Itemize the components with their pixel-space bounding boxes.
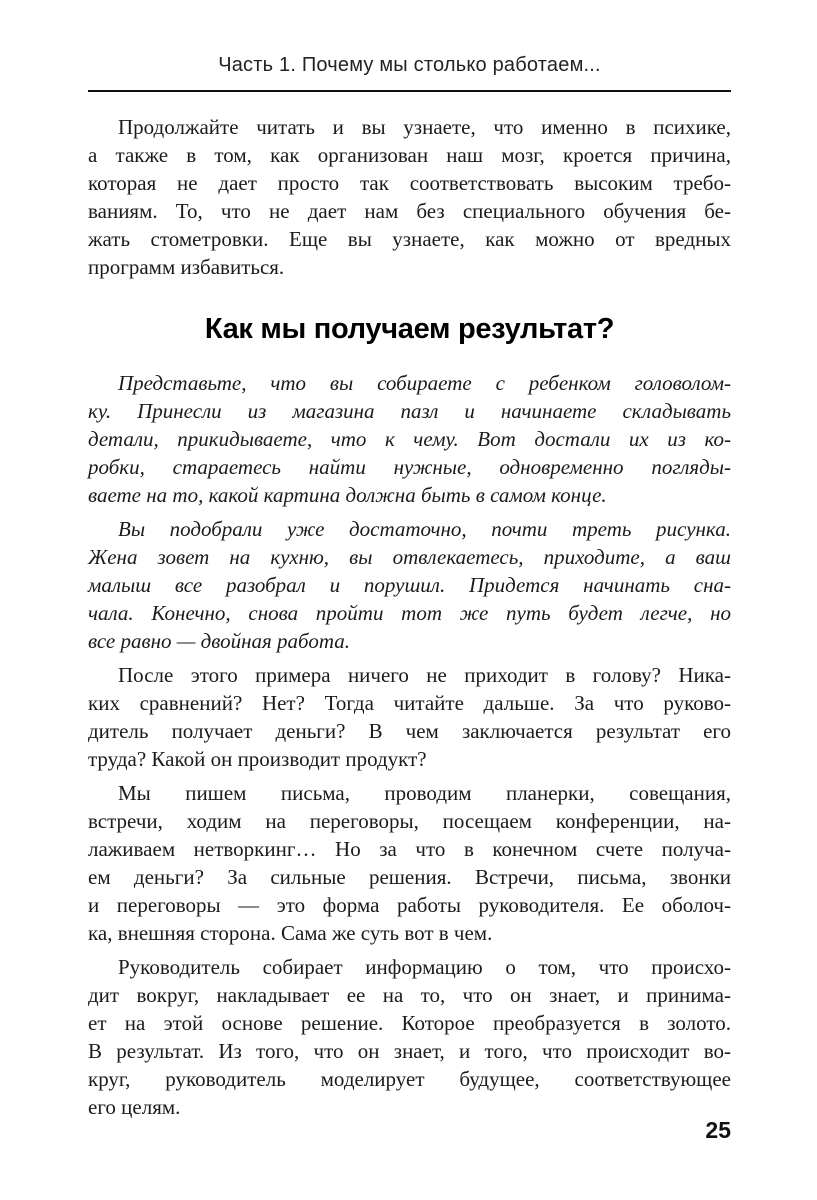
text-line: встречи, ходим на переговоры, посещаем конференции, на- (88, 809, 731, 833)
text-line: Продолжайте читать и вы узнаете, что именно в психике, (118, 115, 731, 139)
text-line: программ избавиться. (88, 255, 285, 279)
text-line: его целям. (88, 1095, 181, 1119)
paragraph (88, 515, 731, 655)
text-line: В результат. Из того, что он знает, и того, что происходит во- (88, 1039, 731, 1063)
page-number: 25 (705, 1117, 731, 1143)
text-line: чала. Конечно, снова пройти тот же путь будет легче, но (88, 601, 731, 625)
text-line: ка, внешняя сторона. Сама же суть вот в чем. (88, 921, 493, 945)
text-line: круг, руководитель моделирует будущее, соответствующее (88, 1067, 731, 1091)
text-line: Жена зовет на кухню, вы отвлекаетесь, приходите, а ваш (88, 545, 731, 569)
text-line: ку. Принесли из магазина пазл и начинаете складывать (88, 399, 731, 423)
paragraph (88, 779, 731, 947)
text-line: Представьте, что вы собираете с ребенком головолом- (118, 371, 731, 395)
text-line: ет на этой основе решение. Которое преобразуется в золото. (88, 1011, 731, 1035)
text-line: жать стометровки. Еще вы узнаете, как можно от вредных (88, 227, 731, 251)
paragraph (88, 369, 731, 509)
text-line: малыш все разобрал и порушил. Придется начинать сна- (88, 573, 731, 597)
text-line: которая не дает просто так соответствовать высоким требо- (88, 171, 731, 195)
text-line: ваниям. То, что не дает нам без специального обучения бе- (88, 199, 731, 223)
text-line: а также в том, как организован наш мозг, кроется причина, (88, 143, 731, 167)
text-line: Руководитель собирает информацию о том, что происхо- (118, 955, 731, 979)
text-line: лаживаем нетворкинг… Но за что в конечном счете получа- (88, 837, 731, 861)
text-line: детали, прикидываете, что к чему. Вот достали их из ко- (88, 427, 731, 451)
text-line: все равно — двойная работа. (88, 629, 351, 653)
text-line: После этого примера ничего не приходит в голову? Ника- (118, 663, 731, 687)
paragraph (88, 113, 731, 281)
header-rule (88, 90, 731, 92)
section-heading: Как мы получаем результат? (204, 313, 615, 345)
running-head: Часть 1. Почему мы столько работаем... (218, 54, 601, 76)
text-line: ваете на то, какой картина должна быть в самом конце. (88, 483, 607, 507)
text-line: ких сравнений? Нет? Тогда читайте дальше. За что руково- (88, 691, 731, 715)
text-line: Вы подобрали уже достаточно, почти треть рисунка. (118, 517, 731, 541)
page-content (88, 113, 731, 1127)
text-line: и переговоры — это форма работы руководителя. Ее оболоч- (88, 893, 731, 917)
text-line: ем деньги? За сильные решения. Встречи, письма, звонки (88, 865, 731, 889)
text-line: дит вокруг, накладывает ее на то, что он знает, и принима- (88, 983, 731, 1007)
paragraph (88, 953, 731, 1121)
text-line: робки, стараетесь найти нужные, одновременно погляды- (88, 455, 731, 479)
text-line: Мы пишем письма, проводим планерки, совещания, (118, 781, 731, 805)
text-line: дитель получает деньги? В чем заключается результат его (88, 719, 731, 743)
paragraph (88, 661, 731, 773)
text-line: труда? Какой он производит продукт? (88, 747, 427, 771)
